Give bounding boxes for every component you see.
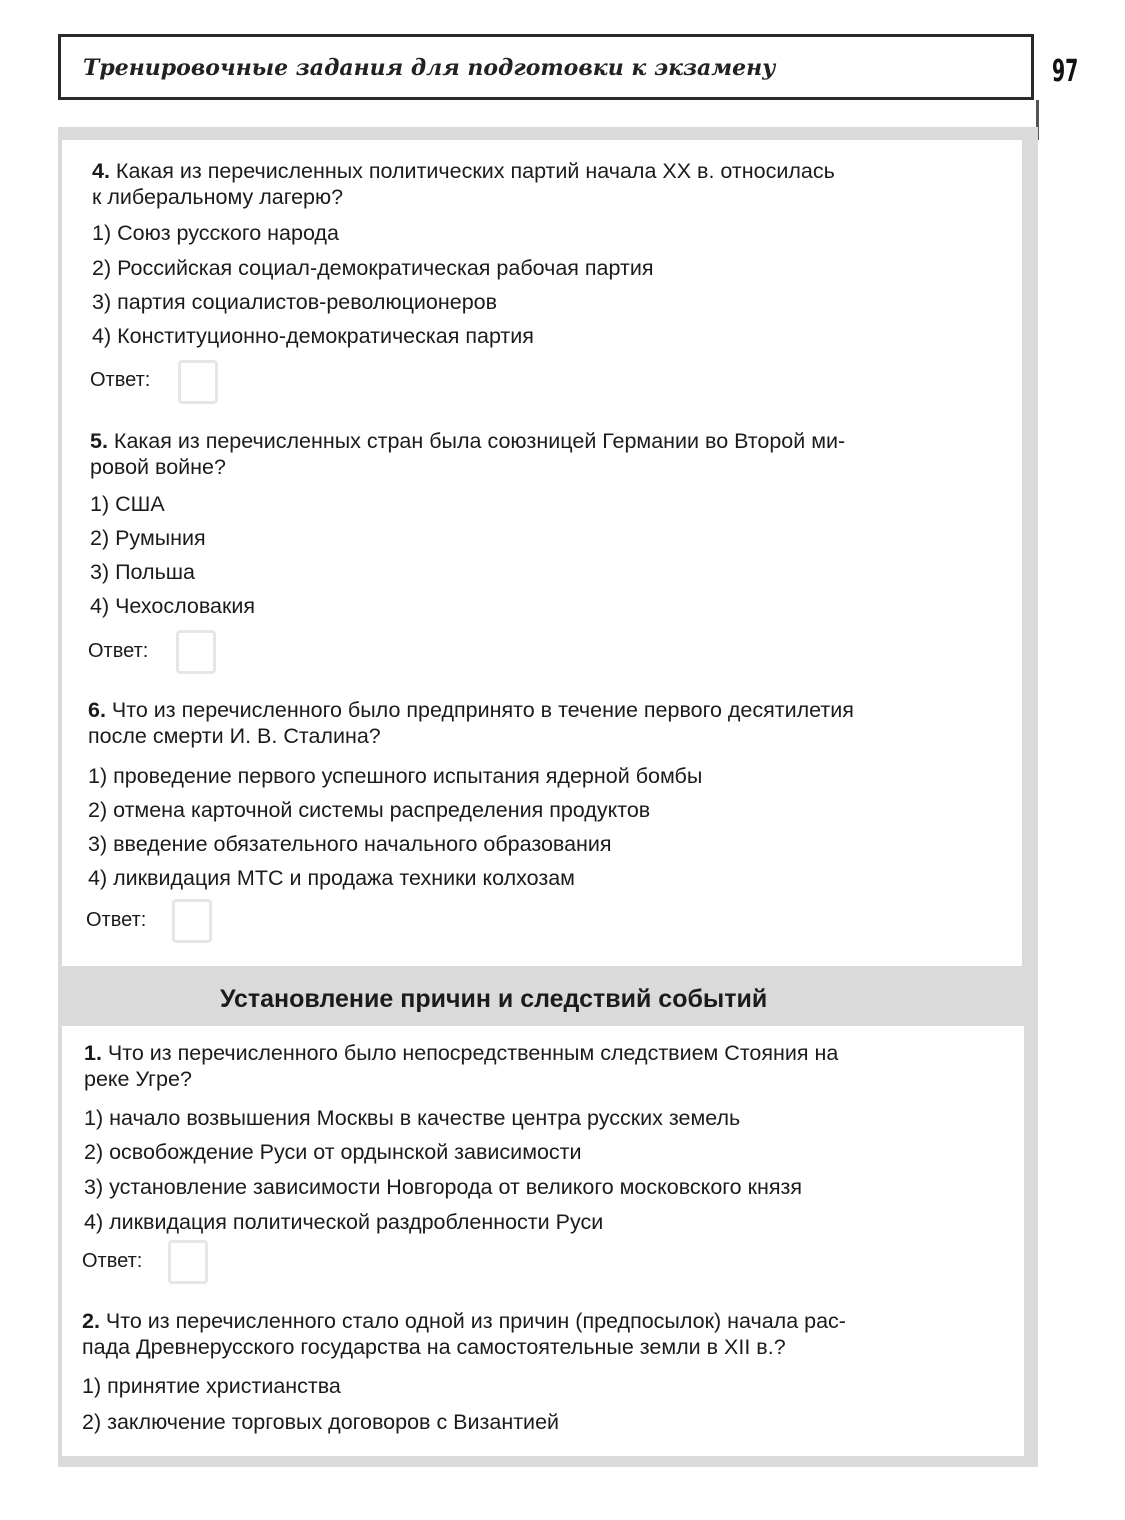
question-6-option-1: 1) проведение первого успешного испытания ядерной бомбы <box>88 764 703 788</box>
section-question-1-answer-box[interactable] <box>168 1240 208 1284</box>
section-question-1-line1 <box>84 1040 838 1066</box>
section-question-2-option-1: 1) принятие христианства <box>82 1374 341 1398</box>
question-4-text: Какая из перечисленных политических партий начала XX в. относилась <box>115 159 835 183</box>
header-title: Тренировочные задания для подготовки к экзамену <box>83 55 776 81</box>
question-4-number: 4. <box>92 159 110 183</box>
question-5-answer-box[interactable] <box>176 630 216 674</box>
question-6-answer-box[interactable] <box>172 899 212 943</box>
question-4-line2: к либеральному лагерю? <box>92 185 344 209</box>
question-6-option-2: 2) отмена карточной системы распределения продуктов <box>88 798 651 822</box>
question-6-option-4: 4) ликвидация МТС и продажа техники колхозам <box>88 866 575 890</box>
section-question-1-option-4: 4) ликвидация политической раздробленности Руси <box>84 1210 604 1234</box>
section-question-1-text: Что из перечисленного было непосредственным следствием Стояния на <box>107 1041 839 1065</box>
question-6-answer-label: Ответ: <box>86 909 147 931</box>
question-6-number: 6. <box>88 698 106 722</box>
question-5-text: Какая из перечисленных стран была союзницей Германии во Второй ми- <box>113 429 846 453</box>
section-title: Установление причин и следствий событий <box>220 985 768 1013</box>
question-6-line2: после смерти И. В. Сталина? <box>88 724 381 748</box>
section-question-2-text: Что из перечисленного стало одной из причин (предпосылок) начала рас- <box>105 1309 846 1333</box>
question-6-option-3: 3) введение обязательного начального образования <box>88 832 612 856</box>
question-5-line2: ровой войне? <box>90 455 226 479</box>
section-question-1-line2: реке Угре? <box>84 1067 192 1091</box>
question-5-number: 5. <box>90 429 108 453</box>
question-4-answer-label: Ответ: <box>90 369 151 391</box>
page-header <box>58 34 1034 100</box>
section-question-2-option-2: 2) заключение торговых договоров с Византией <box>82 1410 560 1434</box>
section-question-2-number: 2. <box>82 1309 100 1333</box>
question-6-text: Что из перечисленного было предпринято в течение первого десятилетия <box>111 698 854 722</box>
section-question-1-number: 1. <box>84 1041 102 1065</box>
section-question-2-line2: пада Древнерусского государства на самостоятельные земли в XII в.? <box>82 1335 786 1359</box>
question-6-line1 <box>88 697 854 723</box>
question-5-option-1: 1) США <box>90 492 165 516</box>
question-4-answer-box[interactable] <box>178 360 218 404</box>
question-5-line1 <box>90 428 845 454</box>
section-question-2-line1 <box>82 1308 846 1334</box>
question-4-line1 <box>92 158 835 184</box>
section-question-1-option-2: 2) освобождение Руси от ордынской зависимости <box>84 1140 582 1164</box>
question-4-option-2: 2) Российская социал-демократическая рабочая партия <box>92 256 654 280</box>
question-4-option-3: 3) партия социалистов-революционеров <box>92 290 498 314</box>
question-4-option-1: 1) Союз русского народа <box>92 221 339 245</box>
question-5-option-3: 3) Польша <box>90 560 195 584</box>
question-5-option-2: 2) Румыния <box>90 526 206 550</box>
section-question-1-answer-label: Ответ: <box>82 1250 143 1272</box>
question-5-answer-label: Ответ: <box>88 640 149 662</box>
question-4-option-4: 4) Конституционно-демократическая партия <box>92 324 534 348</box>
question-5-option-4: 4) Чехословакия <box>90 594 256 618</box>
section-question-1-option-3: 3) установление зависимости Новгорода от великого московского князя <box>84 1175 803 1199</box>
section-question-1-option-1: 1) начало возвышения Москвы в качестве центра русских земель <box>84 1106 741 1130</box>
page-number: 97 <box>1052 54 1079 89</box>
